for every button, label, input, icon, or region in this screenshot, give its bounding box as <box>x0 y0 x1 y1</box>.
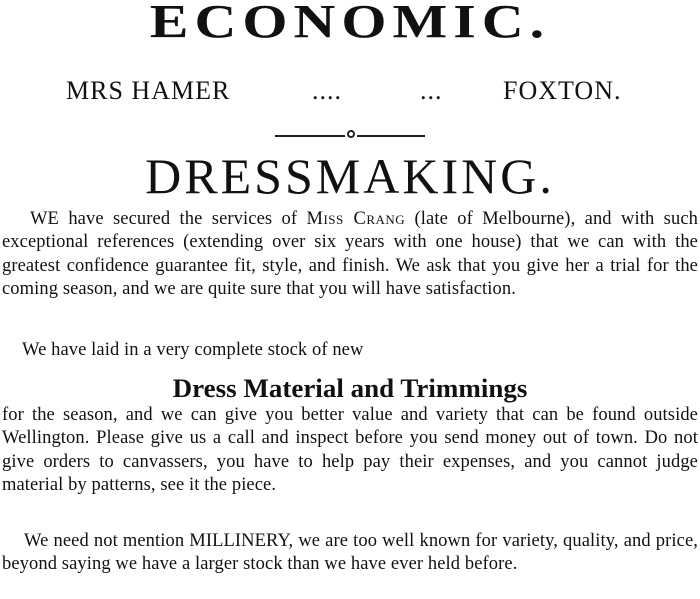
paragraph-season: for the season, and we can give you better value and variety that can be found outside Wellington. Please give us a call and inspect before you send money out of town. Do not give orders to canvassers, you have to help pay their expenses, and you cannot judge material by patterns, see it the piece. <box>2 405 698 496</box>
paragraph-millinery: We need not mention MILLINERY, we are too well known for variety, quality, and price, beyond saying we have a larger stock than we have ever held before. <box>2 531 698 575</box>
proprietor-name: MRS HAMER <box>66 76 231 105</box>
section-heading: DRESSMAKING. <box>145 148 555 204</box>
stock-subheading: Dress Material and Trimmings <box>172 373 528 403</box>
paragraph-stock-intro: We have laid in a very complete stock of new <box>22 340 364 360</box>
leader-dots-2: ... <box>420 76 443 105</box>
divider-line-right <box>357 135 425 137</box>
town-name: FOXTON. <box>503 76 622 105</box>
paragraph-services-body: (late of Melbourne), and with such exceptional references (extending over six years with one house) that we can with the greatest confidence guarantee fit, style, and finish. We ask that you give her a trial for the coming season, and we are quite sure that you will have satisfaction. <box>2 209 698 300</box>
divider-ornament-icon <box>347 130 355 138</box>
business-title: ECONOMIC. <box>149 0 551 49</box>
leader-dots-1: .... <box>312 76 342 105</box>
paragraph-services-lead: WE have secured the services of <box>30 209 307 229</box>
divider-line-left <box>275 135 345 137</box>
byline <box>0 72 700 108</box>
paragraph-services <box>2 208 698 302</box>
dressmaker-name: Miss Crang <box>306 209 406 229</box>
ornamental-divider <box>275 130 435 140</box>
